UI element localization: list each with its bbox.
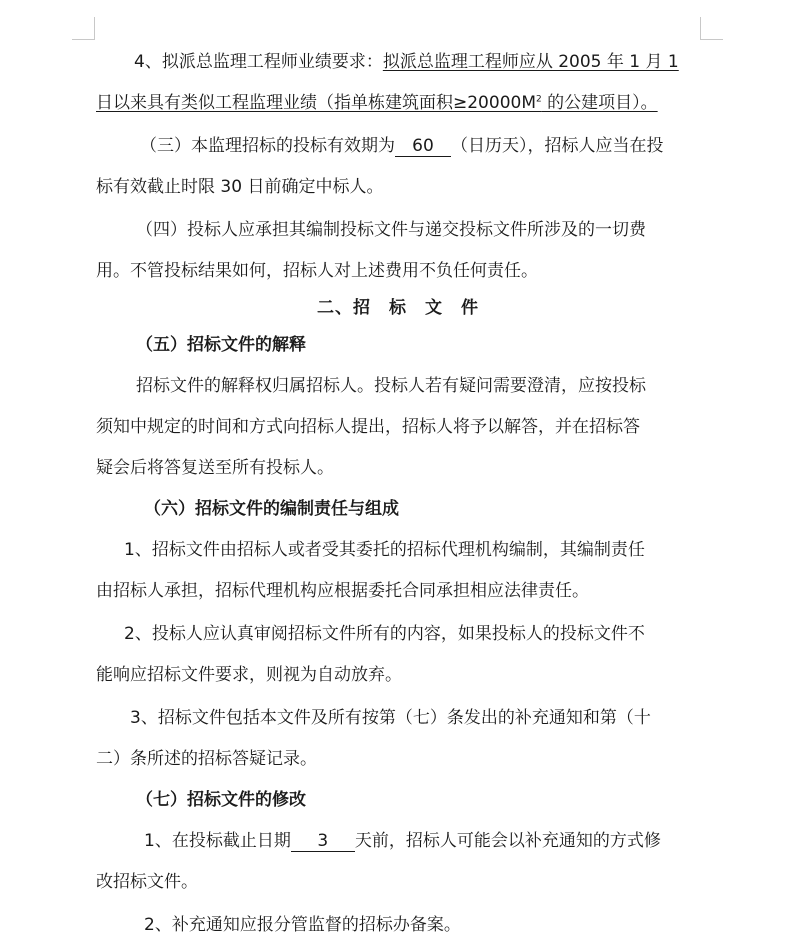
requirement-prefix: 4、拟派总监理工程师业绩要求： xyxy=(134,52,383,72)
paragraph-bid-costs-line1: （四）投标人应承担其编制投标文件与递交投标文件所涉及的一切费 xyxy=(136,220,646,240)
paragraph-preparation-1-line2: 由招标人承担，招标代理机构应根据委托合同承担相应法律责任。 xyxy=(96,581,589,601)
heading-preparation: （六）招标文件的编制责任与组成 xyxy=(144,499,399,519)
paragraph-validity-line2: 标有效截止时限 30 日前确定中标人。 xyxy=(96,177,384,197)
requirement-underlined-text: 拟派总监理工程师应从 2005 年 1 月 1 xyxy=(382,52,679,72)
document-body xyxy=(96,44,700,944)
paragraph-bid-costs-line2: 用。不管投标结果如何，招标人对上述费用不负任何责任。 xyxy=(96,261,538,281)
paragraph-amendment-1-line1: 1、在投标截止日期 3 天前，招标人可能会以补充通知的方式修 xyxy=(144,831,661,851)
paragraph-director-requirement-line2 xyxy=(96,85,700,122)
paragraph-preparation-3-line1: 3、招标文件包括本文件及所有按第（七）条发出的补充通知和第（十 xyxy=(130,708,651,728)
paragraph-interpretation-line1: 招标文件的解释权归属招标人。投标人若有疑问需要澄清，应按投标 xyxy=(136,376,646,396)
paragraph-interpretation-line3: 疑会后将答复送至所有投标人。 xyxy=(96,458,334,478)
paragraph-preparation-1-line1: 1、招标文件由招标人或者受其委托的招标代理机构编制，其编制责任 xyxy=(124,540,645,560)
section-title: 二、招 标 文 件 xyxy=(317,298,479,318)
paragraph-preparation-3-line2: 二）条所述的招标答疑记录。 xyxy=(96,749,317,769)
paragraph-validity-line1: （三）本监理招标的投标有效期为 60 （日历天），招标人应当在投 xyxy=(140,136,664,156)
paragraph-amendment-1-line2: 改招标文件。 xyxy=(96,872,198,892)
paragraph-preparation-2-line2: 能响应招标文件要求，则视为自动放弃。 xyxy=(96,665,402,685)
paragraph-preparation-2-line1: 2、投标人应认真审阅招标文件所有的内容，如果投标人的投标文件不 xyxy=(124,624,645,644)
page-corner-mark-top-right xyxy=(700,17,723,40)
validity-days-blank: 60 xyxy=(395,136,451,157)
paragraph-amendment-2-line1: 2、补充通知应报分管监督的招标办备案。 xyxy=(144,915,461,935)
paragraph-director-requirement-line1 xyxy=(96,44,700,81)
amendment-days-blank: 3 xyxy=(291,831,355,852)
requirement-underlined-text-2: 日以来具有类似工程监理业绩（指单栋建筑面积$\ge 20000M^2$ 的公建项目）。 xyxy=(96,93,658,113)
heading-interpretation: （五）招标文件的解释 xyxy=(136,335,306,355)
page-corner-mark-top-left xyxy=(72,17,95,40)
area-unit-superscript: 2 xyxy=(536,94,542,105)
heading-amendment: （七）招标文件的修改 xyxy=(136,790,306,810)
paragraph-interpretation-line2: 须知中规定的时间和方式向招标人提出，招标人将予以解答，并在招标答 xyxy=(96,417,640,437)
